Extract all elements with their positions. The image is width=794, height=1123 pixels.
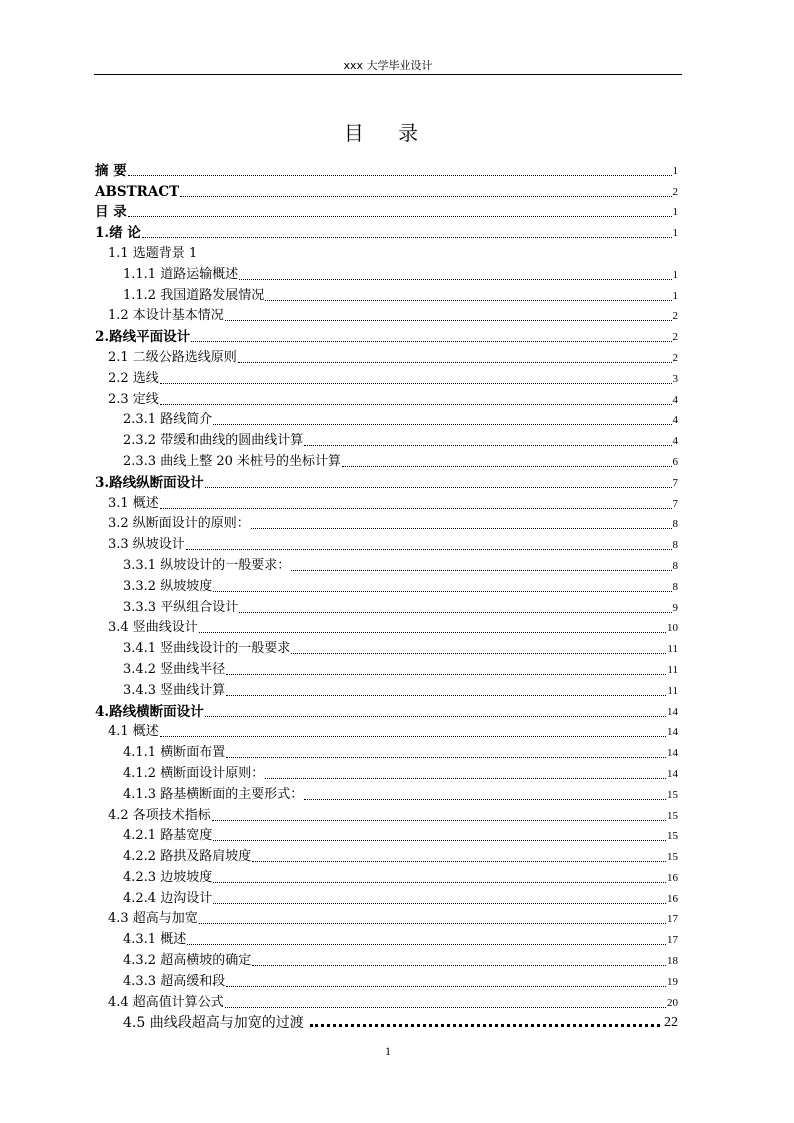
toc-entry-label: 3.4.3 竖曲线计算 <box>123 682 226 698</box>
toc-entry[interactable] <box>95 449 678 470</box>
toc-entry-page: 11 <box>667 663 678 676</box>
toc-dot-leader <box>212 820 666 821</box>
toc-dot-leader <box>304 799 666 800</box>
toc-entry-label: 4.3.1 概述 <box>123 932 187 948</box>
toc-dot-leader <box>239 612 671 613</box>
toc-entry[interactable] <box>95 304 678 325</box>
toc-entry-page: 6 <box>672 455 678 468</box>
toc-entry-page: 8 <box>672 518 678 531</box>
toc-entry-page: 4 <box>672 393 678 406</box>
toc-entry[interactable] <box>95 574 678 595</box>
toc-entry[interactable] <box>95 907 678 928</box>
toc-dot-leader <box>160 404 672 405</box>
toc-entry-label: 4.1 概述 <box>108 724 159 740</box>
toc-dot-leader <box>265 778 666 779</box>
toc-entry[interactable] <box>95 428 678 449</box>
toc-dot-leader <box>265 300 671 301</box>
toc-entry[interactable] <box>95 824 678 845</box>
toc-entry-page: 1 <box>672 268 678 281</box>
toc-entry-page: 2 <box>672 310 678 323</box>
toc-entry-page: 19 <box>667 975 678 988</box>
toc-entry-label: 4.2.3 边坡坡度 <box>123 869 213 885</box>
toc-entry-label: 目 录 <box>95 204 127 221</box>
toc-entry-page: 15 <box>667 830 678 843</box>
toc-entry-label: 3.3.2 纵坡坡度 <box>123 578 213 594</box>
toc-entry-label: 4.1.3 路基横断面的主要形式： <box>123 786 304 802</box>
toc-entry[interactable] <box>95 886 678 907</box>
toc-entry-label: 4.2.4 边沟设计 <box>123 890 213 906</box>
toc-entry-page: 2 <box>672 185 678 198</box>
toc-entry-page: 1 <box>672 289 678 302</box>
toc-entry-page: 8 <box>672 580 678 593</box>
toc-dot-leader <box>160 383 672 384</box>
toc-dot-leader <box>291 570 671 571</box>
toc-entry-label: 4.2.1 路基宽度 <box>123 828 213 844</box>
page-title: 目 录 <box>343 121 433 145</box>
toc-dot-leader <box>238 362 672 363</box>
toc-entry-page: 4 <box>672 414 678 427</box>
toc-entry[interactable] <box>95 200 678 221</box>
toc-entry-page: 8 <box>672 559 678 572</box>
toc-entry-label: 1.2 本设计基本情况 <box>108 308 224 324</box>
toc-entry[interactable] <box>95 865 678 886</box>
toc-dot-leader <box>226 695 666 696</box>
toc-dot-leader <box>205 716 666 717</box>
toc-entry-page: 7 <box>672 497 678 510</box>
toc-entry-page: 1 <box>672 206 678 219</box>
toc-entry-page: 11 <box>667 684 678 697</box>
toc-entry[interactable] <box>95 470 678 491</box>
toc-dot-leader <box>226 674 666 675</box>
toc-dot-leader <box>225 1007 666 1008</box>
toc-entry-label: 1.1.2 我国道路发展情况 <box>123 287 265 303</box>
toc-entry-page: 11 <box>667 643 678 656</box>
header-rule <box>94 74 682 75</box>
toc-dot-leader <box>213 882 666 883</box>
toc-dot-leader <box>225 320 672 321</box>
toc-entry-label: 1.1.1 道路运输概述 <box>123 266 239 282</box>
toc-entry-label: 2.3.1 路线简介 <box>123 412 213 428</box>
toc-entry[interactable] <box>95 179 678 200</box>
running-header: xxx 大学毕业设计 <box>343 59 433 72</box>
page-number: 1 <box>385 1044 391 1058</box>
toc-entry-label: 3.路线纵断面设计 <box>95 474 204 491</box>
toc-entry-label: 4.路线横断面设计 <box>95 703 204 720</box>
toc-dot-leader <box>191 341 671 342</box>
toc-entry-page: 15 <box>667 851 678 864</box>
toc-entry[interactable] <box>95 740 678 761</box>
toc-entry-label: 1.绪 论 <box>95 225 141 242</box>
toc-entry[interactable] <box>95 283 678 304</box>
toc-entry-label: 1.1 选题背景 1 <box>108 245 198 261</box>
toc-entry-label: 4.1.1 横断面布置 <box>123 745 226 761</box>
toc-entry[interactable] <box>95 636 678 657</box>
toc-entry[interactable] <box>95 220 678 241</box>
toc-entry-label: 4.2 各项技术指标 <box>108 807 211 823</box>
toc-dot-leader <box>226 757 666 758</box>
toc-dot-leader <box>342 466 671 467</box>
toc-entry-page: 8 <box>672 539 678 552</box>
table-of-contents <box>95 158 678 1031</box>
toc-entry-page: 17 <box>667 913 678 926</box>
toc-entry[interactable] <box>95 366 678 387</box>
toc-dot-leader <box>199 923 666 924</box>
toc-dot-leader <box>180 196 671 197</box>
toc-entry-label: 4.4 超高值计算公式 <box>108 994 224 1010</box>
toc-dot-leader <box>213 840 666 841</box>
toc-entry[interactable] <box>95 262 678 283</box>
toc-entry-page: 7 <box>672 476 678 489</box>
toc-entry-label: 3.3.1 纵坡设计的一般要求： <box>123 557 291 573</box>
toc-entry-page: 14 <box>667 747 678 760</box>
toc-entry[interactable] <box>95 553 678 574</box>
toc-entry-page: 3 <box>672 372 678 385</box>
toc-dot-leader <box>252 965 666 966</box>
toc-dot-leader <box>128 175 672 176</box>
toc-dot-leader <box>304 445 671 446</box>
toc-entry-label: 2.路线平面设计 <box>95 329 191 346</box>
toc-entry[interactable] <box>95 678 678 699</box>
toc-entry[interactable] <box>95 782 678 803</box>
toc-entry-label: 4.5 曲线段超高与加宽的过渡 <box>123 1015 304 1032</box>
toc-entry[interactable] <box>95 345 678 366</box>
toc-entry-page: 16 <box>667 892 678 905</box>
toc-entry-label: ABSTRACT <box>95 183 180 200</box>
toc-entry-label: 摘 要 <box>95 162 127 179</box>
toc-entry-page: 1 <box>672 227 678 240</box>
toc-entry-label: 3.2 纵断面设计的原则： <box>108 516 250 532</box>
toc-entry-label: 4.3.2 超高横坡的确定 <box>123 953 252 969</box>
toc-entry-page: 9 <box>672 601 678 614</box>
toc-dot-leader <box>213 903 666 904</box>
toc-entry[interactable] <box>95 616 678 637</box>
toc-dot-leader <box>160 736 666 737</box>
toc-entry-page: 15 <box>667 788 678 801</box>
toc-entry[interactable] <box>95 408 678 429</box>
toc-entry[interactable] <box>95 387 678 408</box>
toc-dot-leader <box>199 632 666 633</box>
toc-entry-label: 2.1 二级公路选线原则 <box>108 349 237 365</box>
toc-entry-page: 10 <box>667 622 678 635</box>
toc-dot-leader <box>128 216 672 217</box>
toc-entry-label: 2.2 选线 <box>108 370 159 386</box>
toc-dot-leader <box>213 591 671 592</box>
toc-dot-leader <box>213 424 671 425</box>
toc-entry-page: 14 <box>667 767 678 780</box>
toc-entry-page: 22 <box>664 1015 678 1031</box>
toc-entry-label: 3.4.2 竖曲线半径 <box>123 661 226 677</box>
toc-entry-page: 4 <box>672 435 678 448</box>
toc-entry[interactable] <box>95 803 678 824</box>
toc-dot-leader <box>251 528 672 529</box>
toc-entry-label: 2.3.2 带缓和曲线的圆曲线计算 <box>123 433 304 449</box>
toc-dot-leader <box>186 549 672 550</box>
toc-entry[interactable] <box>95 699 678 720</box>
toc-entry[interactable] <box>95 657 678 678</box>
toc-entry-page: 20 <box>667 996 678 1009</box>
toc-entry-label: 3.4 竖曲线设计 <box>108 620 198 636</box>
toc-entry-label: 4.2.2 路拱及路肩坡度 <box>123 849 252 865</box>
toc-entry[interactable] <box>95 532 678 553</box>
toc-entry[interactable] <box>95 1011 678 1032</box>
toc-dot-leader <box>160 508 672 509</box>
toc-entry-label: 3.3.3 平纵组合设计 <box>123 599 239 615</box>
toc-entry-page: 18 <box>667 955 678 968</box>
toc-entry-label: 2.3.3 曲线上整 20 米桩号的坐标计算 <box>123 453 342 469</box>
toc-entry-label: 4.3 超高与加宽 <box>108 911 198 927</box>
toc-entry-page: 2 <box>672 351 678 364</box>
toc-entry-label: 4.1.2 横断面设计原则： <box>123 765 265 781</box>
toc-entry-label: 3.4.1 竖曲线设计的一般要求 <box>123 641 291 657</box>
toc-entry[interactable] <box>95 844 678 865</box>
toc-entry[interactable] <box>95 158 678 179</box>
toc-entry-label: 4.3.3 超高缓和段 <box>123 973 226 989</box>
toc-entry-page: 2 <box>672 331 678 344</box>
toc-entry[interactable] <box>95 241 678 262</box>
toc-entry[interactable] <box>95 969 678 990</box>
toc-entry-label: 3.3 纵坡设计 <box>108 537 185 553</box>
toc-entry[interactable] <box>95 990 678 1011</box>
toc-entry[interactable] <box>95 491 678 512</box>
toc-entry-page: 16 <box>667 871 678 884</box>
toc-entry-page: 14 <box>667 726 678 739</box>
toc-dot-leader <box>239 279 671 280</box>
toc-dot-leader <box>226 986 666 987</box>
toc-entry[interactable] <box>95 761 678 782</box>
toc-entry-label: 3.1 概述 <box>108 495 159 511</box>
toc-entry[interactable] <box>95 512 678 533</box>
toc-dot-leader <box>252 861 666 862</box>
toc-entry[interactable] <box>95 595 678 616</box>
toc-entry-page: 15 <box>667 809 678 822</box>
toc-entry[interactable] <box>95 948 678 969</box>
toc-entry[interactable] <box>95 927 678 948</box>
toc-dot-leader <box>187 944 666 945</box>
toc-entry[interactable] <box>95 324 678 345</box>
toc-dot-leader <box>310 1024 660 1027</box>
toc-entry-page: 1 <box>672 164 678 177</box>
toc-entry-page: 14 <box>667 705 678 718</box>
toc-dot-leader <box>291 653 666 654</box>
toc-dot-leader <box>205 487 672 488</box>
toc-dot-leader <box>142 237 672 238</box>
toc-entry[interactable] <box>95 720 678 741</box>
toc-entry-page: 17 <box>667 934 678 947</box>
toc-entry-label: 2.3 定线 <box>108 391 159 407</box>
